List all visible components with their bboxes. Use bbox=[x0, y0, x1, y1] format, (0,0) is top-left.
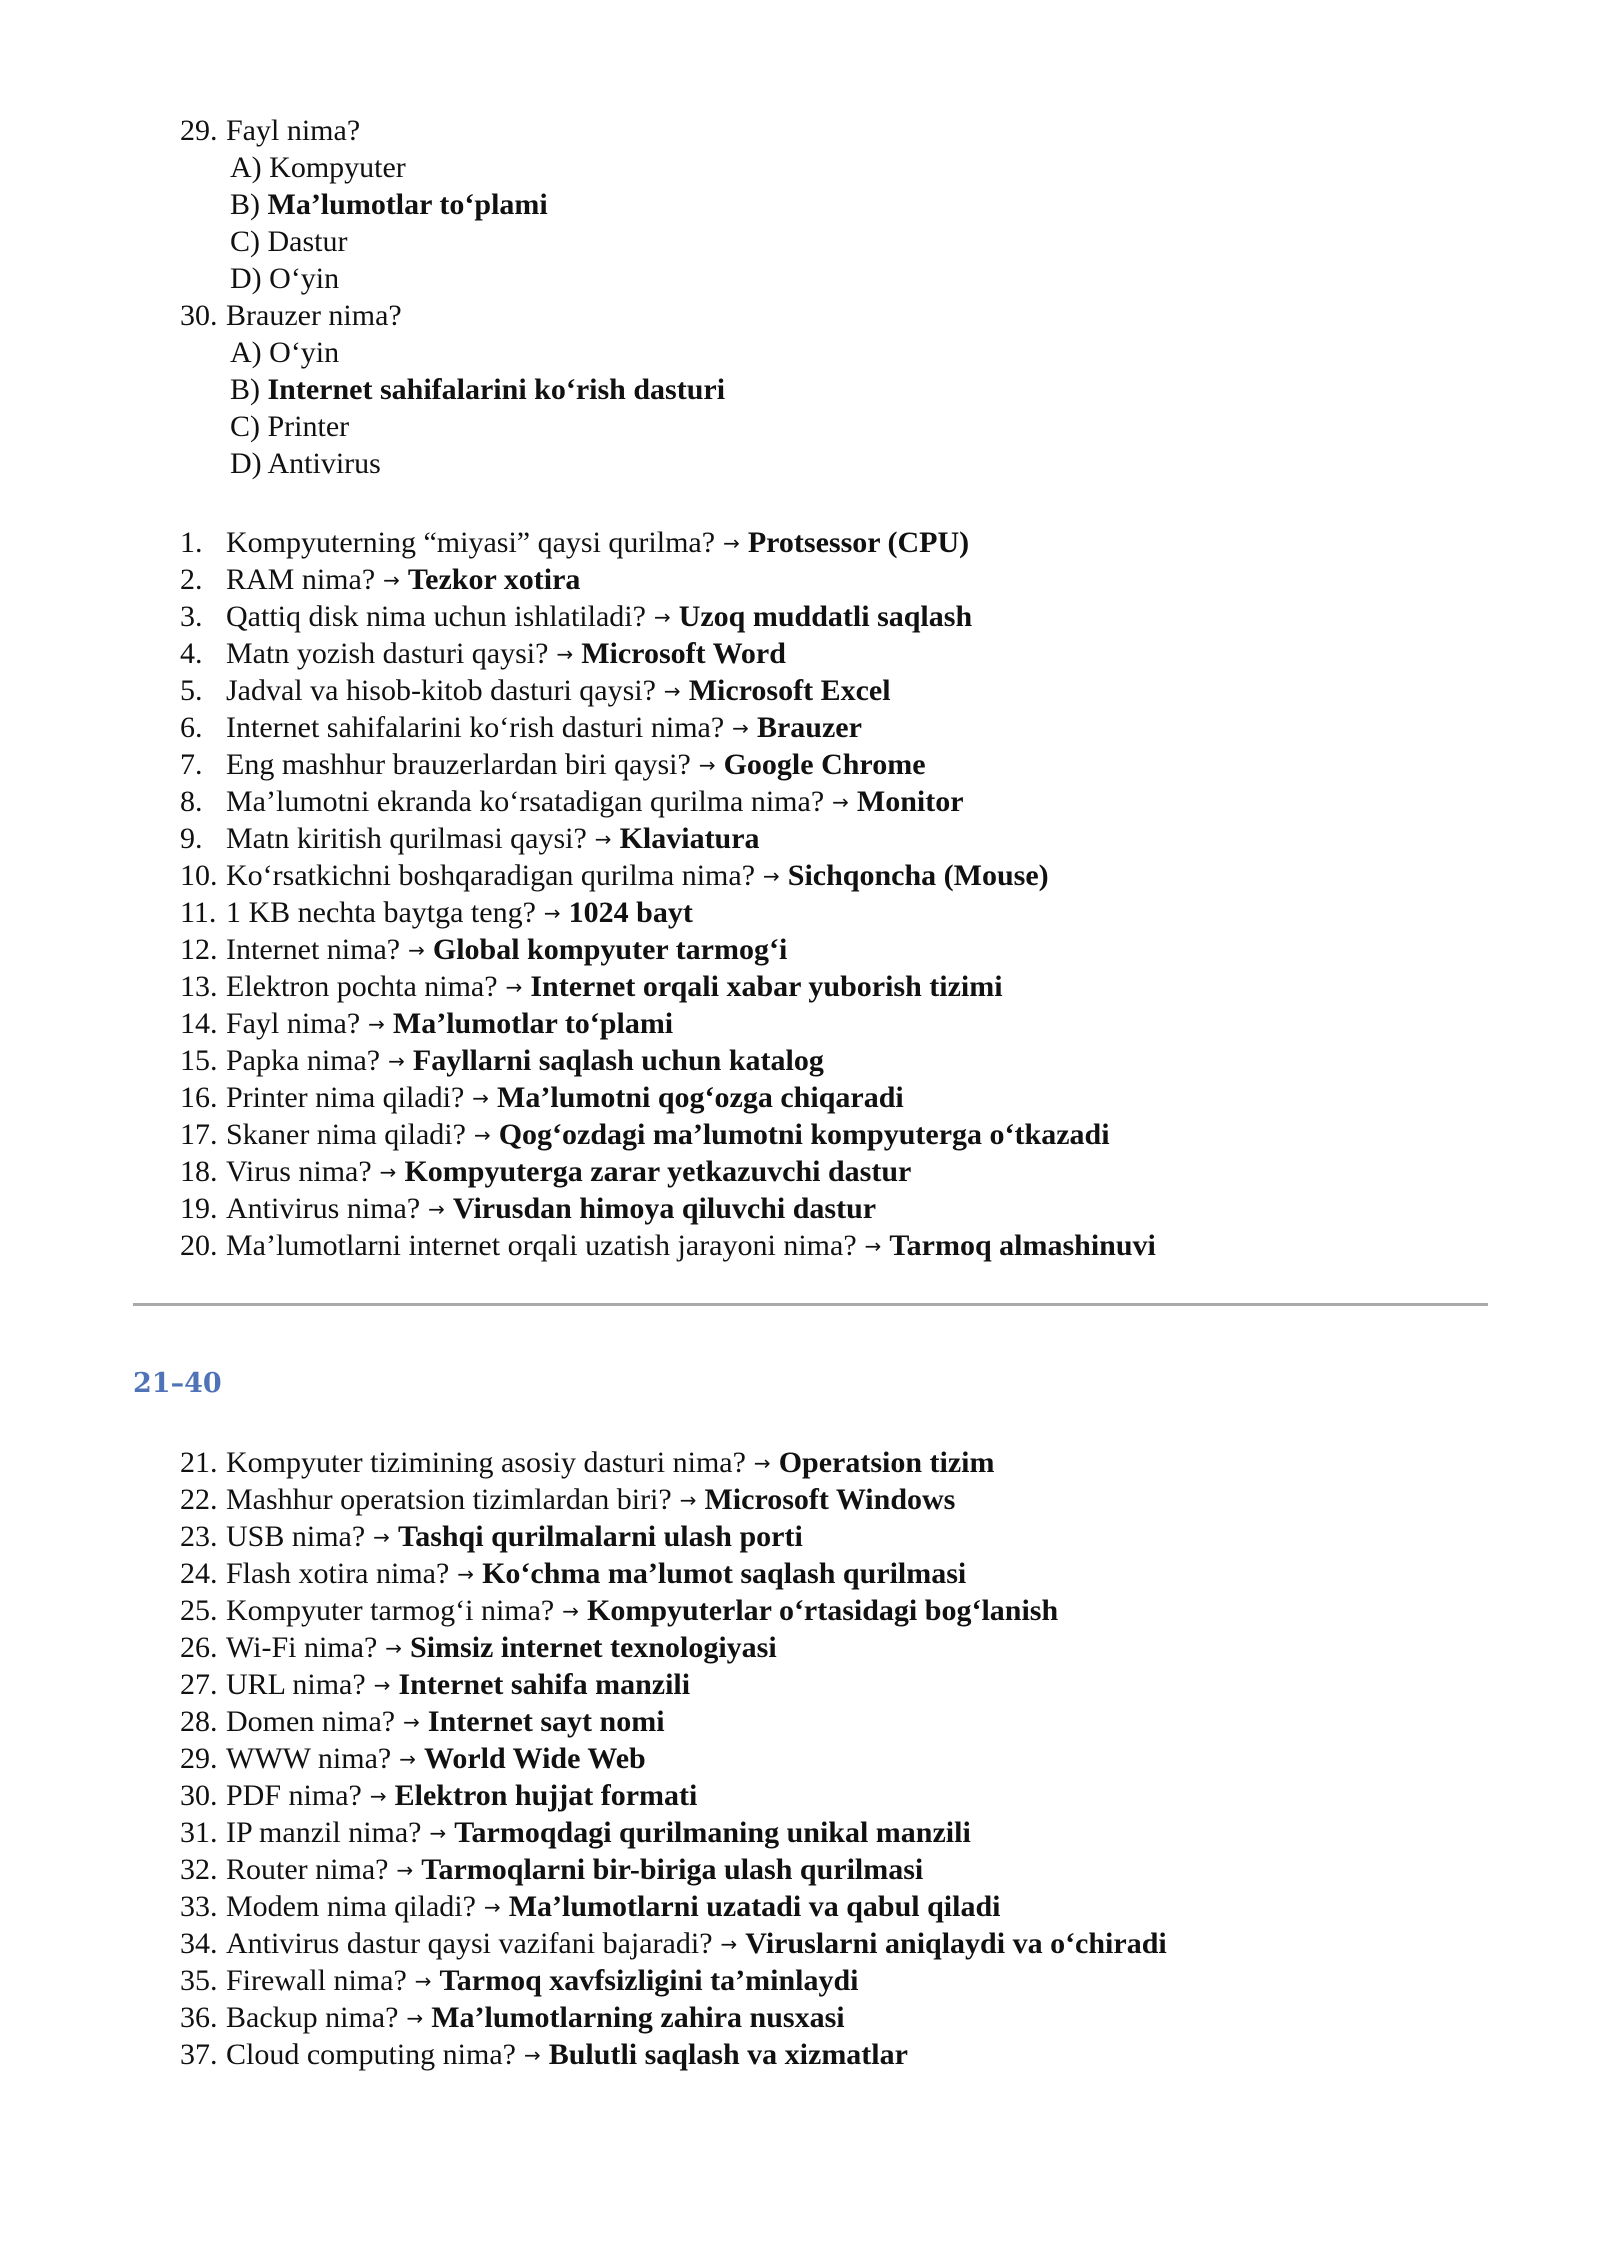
arrow-icon: → bbox=[663, 679, 681, 703]
list-item bbox=[180, 1666, 1500, 1703]
option-letter: A) bbox=[230, 151, 262, 184]
item-question: Qattiq disk nima uchun ishlatiladi? bbox=[226, 600, 646, 633]
item-answer: Virusdan himoya qiluvchi dastur bbox=[452, 1192, 877, 1225]
quiz-option bbox=[180, 223, 1500, 260]
item-answer: Sichqoncha (Mouse) bbox=[787, 859, 1049, 892]
arrow-icon: → bbox=[373, 1673, 391, 1697]
item-number: 7. bbox=[180, 748, 203, 781]
list-item bbox=[180, 524, 1500, 561]
item-answer: Tarmoqdagi qurilmaning unikal manzili bbox=[454, 1816, 971, 1849]
quiz-question bbox=[180, 112, 1500, 149]
item-answer: Bulutli saqlash va xizmatlar bbox=[548, 2038, 908, 2071]
item-answer: Operatsion tizim bbox=[778, 1446, 995, 1479]
item-answer: Kompyuterlar o‘rtasidagi bog‘lanish bbox=[587, 1594, 1059, 1627]
list-item bbox=[180, 820, 1500, 857]
arrow-icon: → bbox=[369, 1784, 387, 1808]
item-answer: Ma’lumotlarning zahira nusxasi bbox=[431, 2001, 845, 2034]
item-answer: Internet sayt nomi bbox=[427, 1705, 665, 1738]
question-text: Fayl nima? bbox=[226, 114, 361, 147]
item-answer: Internet sahifa manzili bbox=[398, 1668, 691, 1701]
list-item bbox=[180, 1042, 1500, 1079]
item-number: 31. bbox=[180, 1816, 218, 1849]
option-text-correct: Internet sahifalarini ko‘rish dasturi bbox=[267, 373, 726, 406]
item-question: USB nima? bbox=[226, 1520, 366, 1553]
item-question: Matn yozish dasturi qaysi? bbox=[226, 637, 549, 670]
item-answer: Qog‘ozdagi ma’lumotni kompyuterga o‘tkazadi bbox=[498, 1118, 1110, 1151]
quiz-option bbox=[180, 334, 1500, 371]
item-question: Wi-Fi nima? bbox=[226, 1631, 378, 1664]
item-number: 34. bbox=[180, 1927, 218, 1960]
item-question: WWW nima? bbox=[226, 1742, 392, 1775]
item-answer: 1024 bayt bbox=[568, 896, 693, 929]
list-item bbox=[180, 1555, 1500, 1592]
quiz-option bbox=[180, 445, 1500, 482]
item-answer: Elektron hujjat formati bbox=[394, 1779, 698, 1812]
list-item bbox=[180, 894, 1500, 931]
item-answer: Microsoft Excel bbox=[688, 674, 891, 707]
list-item bbox=[180, 1629, 1500, 1666]
list-item bbox=[180, 1925, 1500, 1962]
arrow-icon: → bbox=[373, 1525, 390, 1549]
quiz-block bbox=[180, 112, 1500, 482]
arrow-icon: → bbox=[753, 1451, 771, 1475]
item-question: Domen nima? bbox=[226, 1705, 396, 1738]
item-question: Firewall nima? bbox=[226, 1964, 407, 1997]
item-number: 5. bbox=[180, 674, 203, 707]
quiz-question bbox=[180, 297, 1500, 334]
item-question: Internet nima? bbox=[226, 933, 401, 966]
arrow-icon: → bbox=[457, 1562, 475, 1586]
item-question: IP manzil nima? bbox=[226, 1816, 422, 1849]
option-text: Antivirus bbox=[267, 447, 381, 480]
arrow-icon: → bbox=[556, 642, 574, 666]
option-letter: B) bbox=[230, 373, 260, 406]
arrow-icon: → bbox=[414, 1969, 432, 1993]
item-question: Modem nima qiladi? bbox=[226, 1890, 476, 1923]
arrow-icon: → bbox=[763, 864, 780, 888]
item-question: Eng mashhur brauzerlardan biri qaysi? bbox=[226, 748, 691, 781]
arrow-icon: → bbox=[399, 1747, 416, 1771]
item-question: Matn kiritish qurilmasi qaysi? bbox=[226, 822, 587, 855]
item-number: 11. bbox=[180, 896, 217, 929]
item-number: 29. bbox=[180, 1742, 218, 1775]
option-text: Dastur bbox=[267, 225, 348, 258]
item-question: Ko‘rsatkichni boshqaradigan qurilma nima? bbox=[226, 859, 756, 892]
quiz-option bbox=[180, 260, 1500, 297]
arrow-icon: → bbox=[429, 1821, 447, 1845]
item-number: 24. bbox=[180, 1557, 218, 1590]
arrow-icon: → bbox=[483, 1895, 501, 1919]
item-number: 14. bbox=[180, 1007, 218, 1040]
item-question: PDF nima? bbox=[226, 1779, 362, 1812]
list-item bbox=[180, 1153, 1500, 1190]
item-question: Kompyuter tarmog‘i nima? bbox=[226, 1594, 555, 1627]
item-answer: Klaviatura bbox=[619, 822, 760, 855]
answer-list-21-40 bbox=[180, 1444, 1500, 2073]
item-question: Elektron pochta nima? bbox=[226, 970, 498, 1003]
item-question: Antivirus dastur qaysi vazifani bajaradi? bbox=[226, 1927, 713, 1960]
item-question: Ma’lumotni ekranda ko‘rsatadigan qurilma nima? bbox=[226, 785, 825, 818]
list-item bbox=[180, 2036, 1500, 2073]
option-text: O‘yin bbox=[269, 262, 340, 295]
item-number: 27. bbox=[180, 1668, 218, 1701]
question-text: Brauzer nima? bbox=[226, 299, 402, 332]
arrow-icon: → bbox=[505, 975, 523, 999]
item-question: RAM nima? bbox=[226, 563, 376, 596]
item-question: Jadval va hisob-kitob dasturi qaysi? bbox=[226, 674, 656, 707]
item-answer: Global kompyuter tarmog‘i bbox=[432, 933, 788, 966]
list-item bbox=[180, 1079, 1500, 1116]
item-question: Cloud computing nima? bbox=[226, 2038, 516, 2071]
list-item bbox=[180, 1592, 1500, 1629]
item-answer: Kompyuterga zarar yetkazuvchi dastur bbox=[404, 1155, 912, 1188]
option-letter: C) bbox=[230, 225, 260, 258]
list-item bbox=[180, 1999, 1500, 2036]
list-item bbox=[180, 1227, 1500, 1264]
arrow-icon: → bbox=[679, 1488, 697, 1512]
option-text: Kompyuter bbox=[269, 151, 406, 184]
item-number: 9. bbox=[180, 822, 203, 855]
item-question: URL nima? bbox=[226, 1668, 366, 1701]
item-question: Flash xotira nima? bbox=[226, 1557, 450, 1590]
item-question: Backup nima? bbox=[226, 2001, 399, 2034]
quiz-option bbox=[180, 408, 1500, 445]
item-number: 30. bbox=[180, 1779, 218, 1812]
item-answer: Brauzer bbox=[756, 711, 862, 744]
list-item bbox=[180, 857, 1500, 894]
arrow-icon: → bbox=[379, 1160, 397, 1184]
item-answer: Monitor bbox=[856, 785, 964, 818]
arrow-icon: → bbox=[385, 1636, 403, 1660]
list-item bbox=[180, 1190, 1500, 1227]
item-answer: Tezkor xotira bbox=[407, 563, 581, 596]
arrow-icon: → bbox=[698, 753, 716, 777]
quiz-option bbox=[180, 186, 1500, 223]
arrow-icon: → bbox=[428, 1197, 445, 1221]
option-letter: C) bbox=[230, 410, 260, 443]
list-item bbox=[180, 1481, 1500, 1518]
item-answer: Tarmoq xavfsizligini ta’minlaydi bbox=[439, 1964, 859, 1997]
option-text: Printer bbox=[267, 410, 350, 443]
option-letter: B) bbox=[230, 188, 260, 221]
list-item bbox=[180, 783, 1500, 820]
item-question: Internet sahifalarini ko‘rish dasturi nima? bbox=[226, 711, 725, 744]
list-item bbox=[180, 746, 1500, 783]
item-number: 37. bbox=[180, 2038, 218, 2071]
list-item bbox=[180, 931, 1500, 968]
list-item bbox=[180, 1116, 1500, 1153]
list-item bbox=[180, 635, 1500, 672]
item-answer: Protsessor (CPU) bbox=[747, 526, 970, 559]
item-number: 33. bbox=[180, 1890, 218, 1923]
list-item bbox=[180, 598, 1500, 635]
item-question: Papka nima? bbox=[226, 1044, 381, 1077]
answer-list-1-20 bbox=[180, 524, 1500, 1264]
arrow-icon: → bbox=[732, 716, 749, 740]
arrow-icon: → bbox=[562, 1599, 580, 1623]
arrow-icon: → bbox=[406, 2006, 424, 2030]
item-answer: Ma’lumotni qog‘ozga chiqaradi bbox=[497, 1081, 904, 1114]
list-item bbox=[180, 1518, 1500, 1555]
item-number: 28. bbox=[180, 1705, 218, 1738]
list-item bbox=[180, 1777, 1500, 1814]
arrow-icon: → bbox=[864, 1234, 882, 1258]
item-answer: Tarmoq almashinuvi bbox=[889, 1229, 1156, 1262]
arrow-icon: → bbox=[832, 790, 849, 814]
item-number: 26. bbox=[180, 1631, 218, 1664]
arrow-icon: → bbox=[388, 1049, 405, 1073]
item-question: Skaner nima qiladi? bbox=[226, 1118, 466, 1151]
item-number: 10. bbox=[180, 859, 218, 892]
item-answer: Microsoft Windows bbox=[704, 1483, 956, 1516]
item-question: Virus nima? bbox=[226, 1155, 372, 1188]
item-answer: Simsiz internet texnologiyasi bbox=[410, 1631, 777, 1664]
item-answer: Ko‘chma ma’lumot saqlash qurilmasi bbox=[482, 1557, 967, 1590]
item-answer: Microsoft Word bbox=[581, 637, 786, 670]
item-number: 2. bbox=[180, 563, 203, 596]
arrow-icon: → bbox=[408, 938, 425, 962]
arrow-icon: → bbox=[472, 1086, 490, 1110]
item-answer: Tashqi qurilmalarni ulash porti bbox=[397, 1520, 803, 1553]
item-number: 17. bbox=[180, 1118, 218, 1151]
option-letter: D) bbox=[230, 447, 262, 480]
item-number: 21. bbox=[180, 1446, 218, 1479]
list-item bbox=[180, 672, 1500, 709]
list-item bbox=[180, 1962, 1500, 1999]
item-question: 1 KB nechta baytga teng? bbox=[226, 896, 536, 929]
item-answer: Google Chrome bbox=[723, 748, 926, 781]
item-number: 19. bbox=[180, 1192, 218, 1225]
list-item bbox=[180, 968, 1500, 1005]
list-item bbox=[180, 1888, 1500, 1925]
item-question: Printer nima qiladi? bbox=[226, 1081, 465, 1114]
item-answer: Viruslarni aniqlaydi va o‘chiradi bbox=[745, 1927, 1167, 1960]
item-number: 35. bbox=[180, 1964, 218, 1997]
item-answer: Internet orqali xabar yuborish tizimi bbox=[530, 970, 1003, 1003]
option-letter: A) bbox=[230, 336, 262, 369]
item-number: 1. bbox=[180, 526, 203, 559]
item-answer: Fayllarni saqlash uchun katalog bbox=[412, 1044, 824, 1077]
option-text-correct: Ma’lumotlar to‘plami bbox=[267, 188, 548, 221]
list-item bbox=[180, 1005, 1500, 1042]
item-answer: Uzoq muddatli saqlash bbox=[678, 600, 973, 633]
arrow-icon: → bbox=[720, 1932, 738, 1956]
arrow-icon: → bbox=[383, 568, 400, 592]
item-question: Ma’lumotlarni internet orqali uzatish jarayoni nima? bbox=[226, 1229, 857, 1262]
item-number: 15. bbox=[180, 1044, 218, 1077]
list-item bbox=[180, 1740, 1500, 1777]
section-divider bbox=[133, 1303, 1488, 1306]
item-number: 16. bbox=[180, 1081, 218, 1114]
item-answer: Tarmoqlarni bir-biriga ulash qurilmasi bbox=[421, 1853, 924, 1886]
arrow-icon: → bbox=[653, 605, 671, 629]
item-number: 22. bbox=[180, 1483, 218, 1516]
item-question: Mashhur operatsion tizimlardan biri? bbox=[226, 1483, 672, 1516]
item-number: 20. bbox=[180, 1229, 218, 1262]
arrow-icon: → bbox=[473, 1123, 491, 1147]
arrow-icon: → bbox=[523, 2043, 541, 2067]
item-number: 6. bbox=[180, 711, 203, 744]
arrow-icon: → bbox=[396, 1858, 414, 1882]
list-item bbox=[180, 1444, 1500, 1481]
item-number: 18. bbox=[180, 1155, 218, 1188]
item-number: 13. bbox=[180, 970, 218, 1003]
item-answer: Ma’lumotlarni uzatadi va qabul qiladi bbox=[508, 1890, 1001, 1923]
item-number: 36. bbox=[180, 2001, 218, 2034]
list-item bbox=[180, 1851, 1500, 1888]
item-question: Kompyuter tizimining asosiy dasturi nima? bbox=[226, 1446, 746, 1479]
item-number: 3. bbox=[180, 600, 203, 633]
question-number: 29. bbox=[180, 114, 218, 147]
option-letter: D) bbox=[230, 262, 262, 295]
item-number: 25. bbox=[180, 1594, 218, 1627]
arrow-icon: → bbox=[594, 827, 612, 851]
item-number: 32. bbox=[180, 1853, 218, 1886]
item-number: 23. bbox=[180, 1520, 218, 1553]
item-question: Fayl nima? bbox=[226, 1007, 361, 1040]
list-item bbox=[180, 1814, 1500, 1851]
question-number: 30. bbox=[180, 299, 218, 332]
section-heading: 21–40 bbox=[133, 1368, 222, 1399]
option-text: O‘yin bbox=[269, 336, 340, 369]
arrow-icon: → bbox=[403, 1710, 420, 1734]
item-question: Kompyuterning “miyasi” qaysi qurilma? bbox=[226, 526, 716, 559]
item-answer: World Wide Web bbox=[423, 1742, 646, 1775]
arrow-icon: → bbox=[543, 901, 561, 925]
list-item bbox=[180, 1703, 1500, 1740]
arrow-icon: → bbox=[368, 1012, 385, 1036]
item-number: 8. bbox=[180, 785, 203, 818]
item-number: 4. bbox=[180, 637, 203, 670]
item-question: Router nima? bbox=[226, 1853, 389, 1886]
item-question: Antivirus nima? bbox=[226, 1192, 421, 1225]
list-item bbox=[180, 709, 1500, 746]
list-item bbox=[180, 561, 1500, 598]
item-number: 12. bbox=[180, 933, 218, 966]
arrow-icon: → bbox=[723, 531, 740, 555]
item-answer: Ma’lumotlar to‘plami bbox=[392, 1007, 674, 1040]
quiz-option bbox=[180, 371, 1500, 408]
quiz-option bbox=[180, 149, 1500, 186]
